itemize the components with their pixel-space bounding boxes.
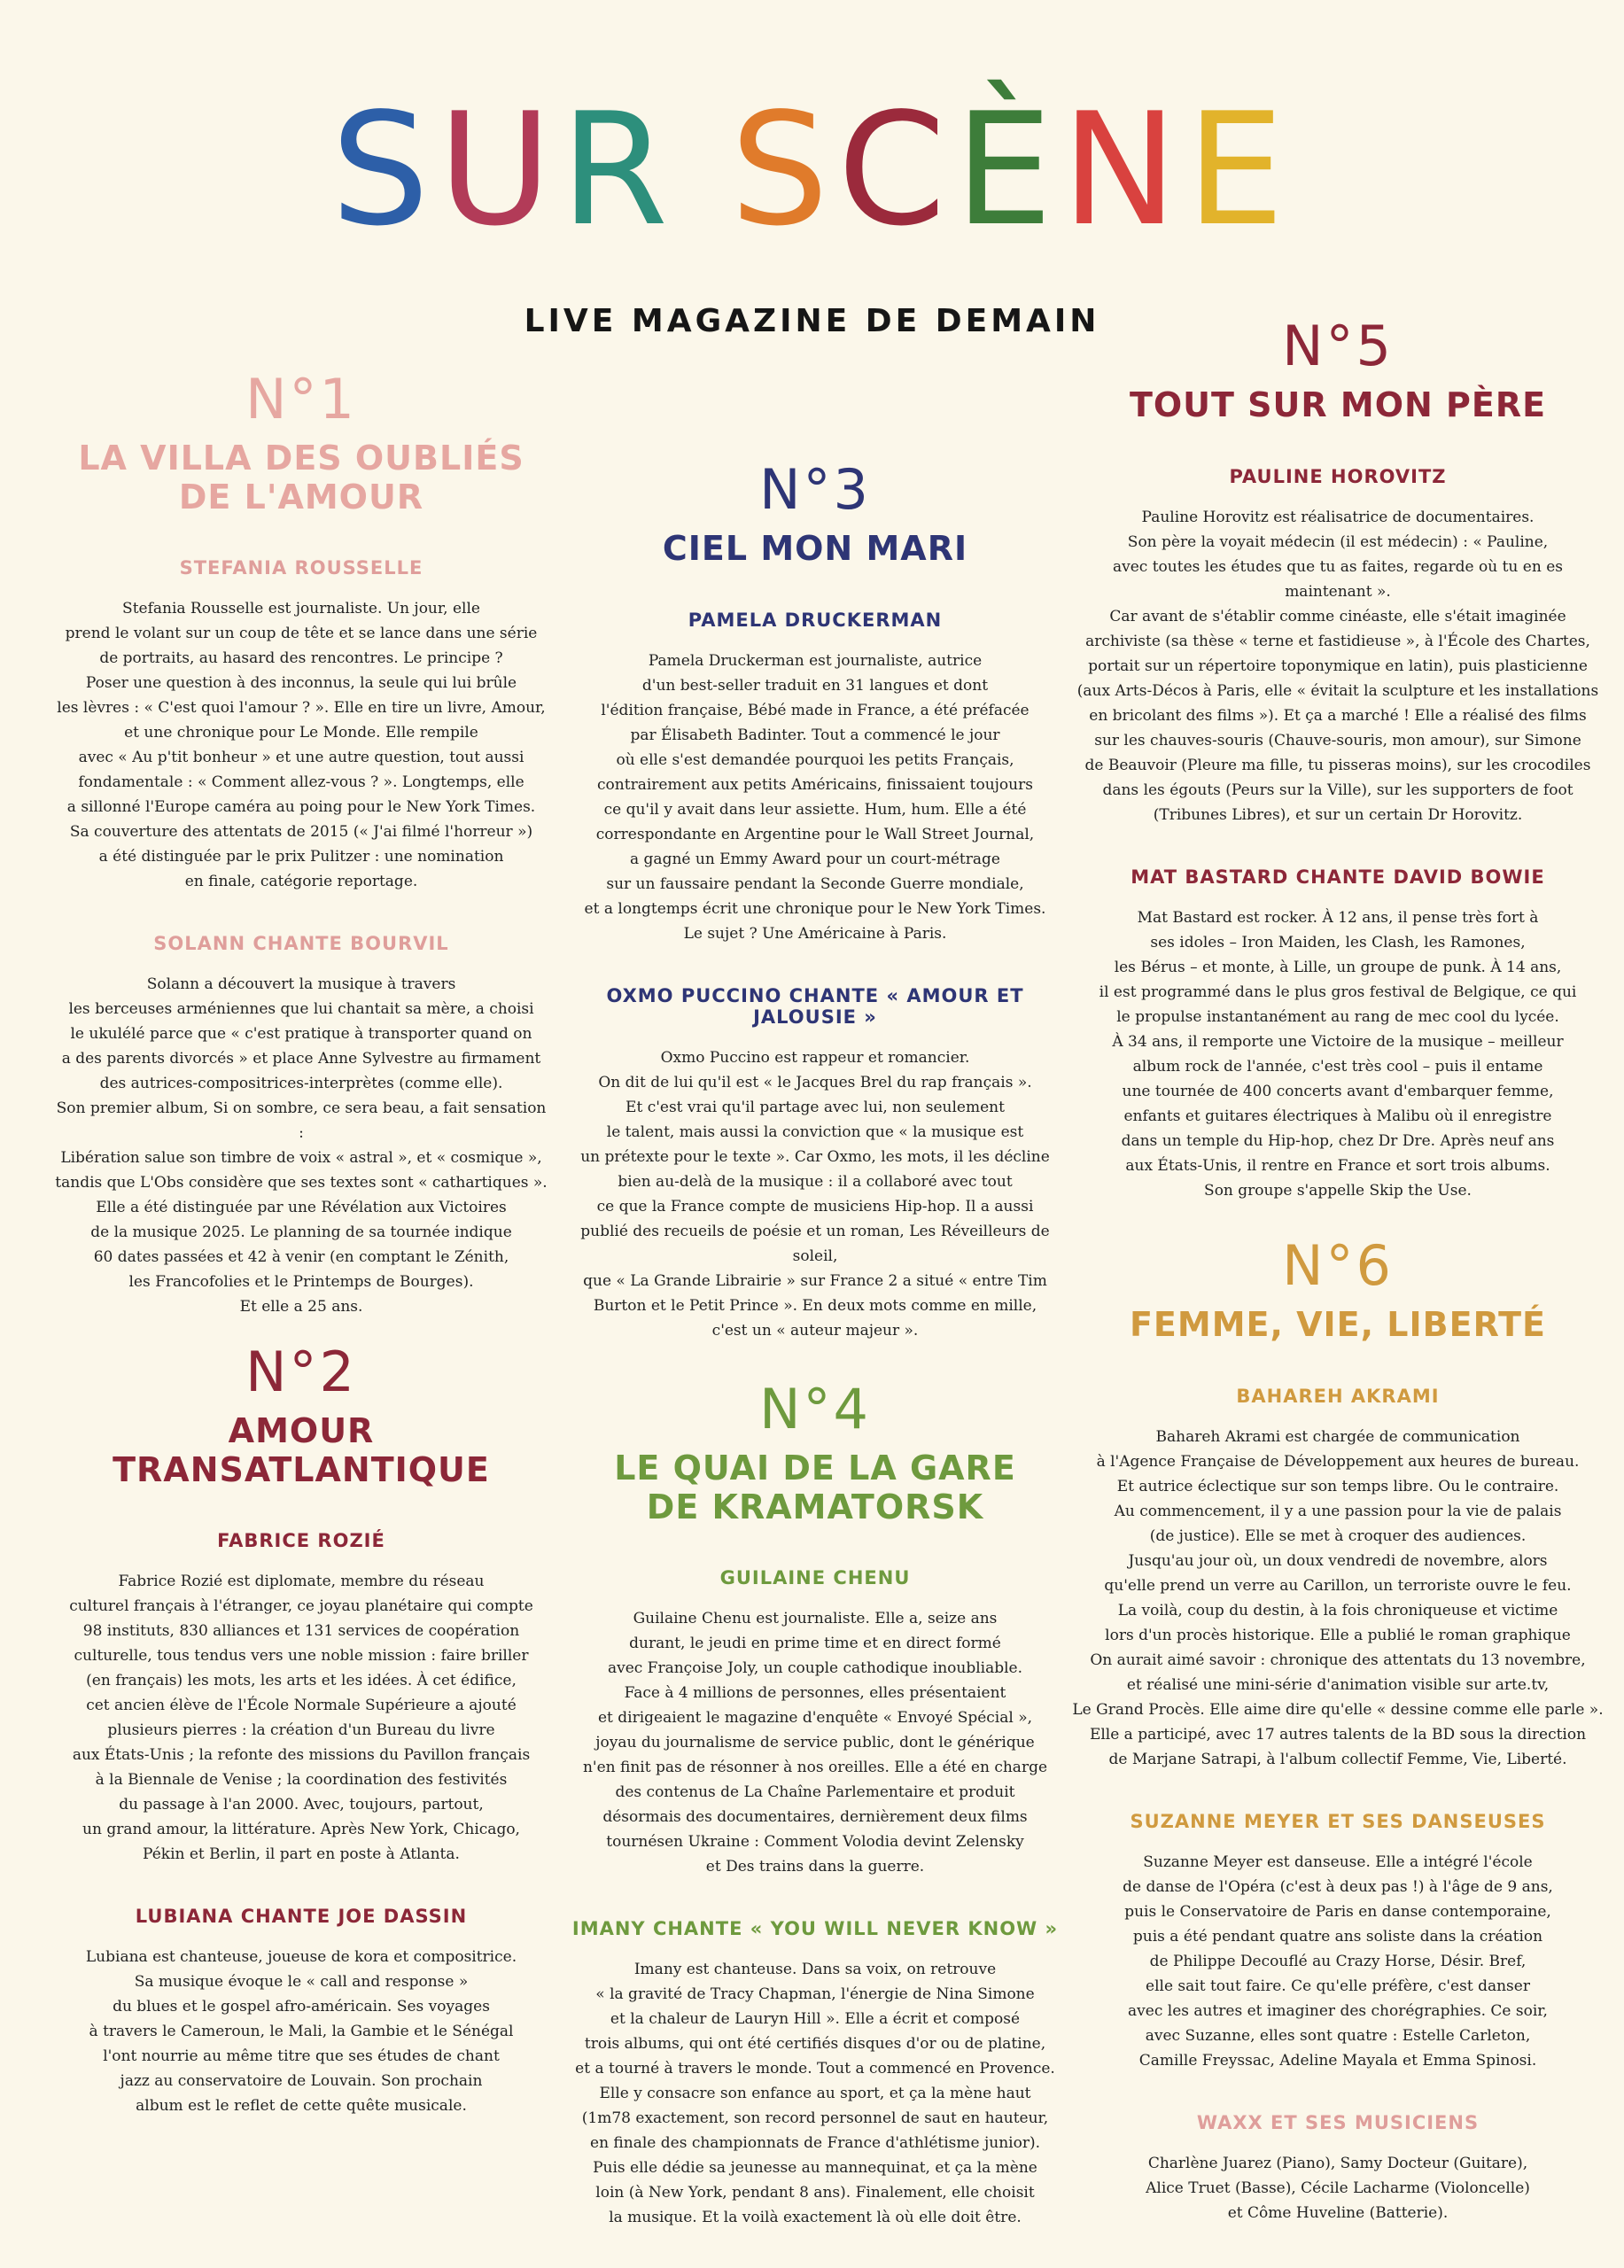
section-body	[53, 972, 549, 1319]
body-line: ce que la France compte de musiciens Hip-hop. Il a aussi	[596, 1197, 1034, 1216]
body-line: avec « Au p'tit bonheur » et une autre question, tout aussi	[78, 749, 524, 767]
body-line: Elle a participé, avec 17 autres talents de la BD sous la direction	[1089, 1725, 1587, 1744]
title-letter: C	[837, 81, 955, 260]
body-line: Elle a été distinguée par une Révélation aux Victoires	[96, 1199, 507, 1217]
body-line: fondamentale : « Comment allez-vous ? ». Longtemps, elle	[78, 773, 524, 792]
body-line: Le sujet ? Une Américaine à Paris.	[683, 924, 947, 943]
body-line: Pauline Horovitz est réalisatrice de documentaires.	[1141, 508, 1535, 526]
section-bahareh-akrami	[1072, 1386, 1604, 1772]
article-5	[1072, 314, 1604, 1203]
body-line: l'ont nourrie au même titre que ses études de chant	[103, 2047, 500, 2066]
body-line: dans un temple du Hip-hop, chez Dr Dre. Après neuf ans	[1121, 1131, 1555, 1150]
body-line: un grand amour, la littérature. Après New York, Chicago,	[82, 1821, 520, 1839]
body-line: loin (à New York, pendant 8 ans). Finalement, elle choisit	[595, 2184, 1035, 2202]
body-line: 98 instituts, 830 alliances et 131 services de coopération	[82, 1622, 520, 1641]
body-line: joyau du journalisme de service public, dont le générique	[595, 1734, 1035, 1752]
body-line: culturel français à l'étranger, ce joyau planétaire qui compte	[69, 1597, 533, 1616]
body-line: archiviste (sa thèse « terne et fastidieuse », à l'École des Chartes,	[1085, 632, 1590, 650]
body-line: Fabrice Rozié est diplomate, membre du réseau	[118, 1573, 485, 1591]
section-body	[53, 596, 549, 894]
section-body	[567, 1957, 1063, 2230]
body-line: et dirigeaient le magazine d'enquête « Envoyé Spécial »,	[597, 1709, 1033, 1728]
section-body	[1072, 505, 1604, 827]
body-line: À 34 ans, il remporte une Victoire de la musique – meilleur	[1112, 1032, 1564, 1051]
body-line: (aux Arts-Décos à Paris, elle « évitait la sculpture et les installations	[1076, 681, 1599, 700]
body-line: aux États-Unis ; la refonte des missions du Pavillon français	[72, 1746, 531, 1765]
body-line: Oxmo Puccino est rappeur et romancier.	[660, 1048, 970, 1067]
section-name: OXMO PUCCINO CHANTE « AMOUR ET JALOUSIE »	[606, 984, 1024, 1028]
body-line: Sa couverture des attentats de 2015 (« J'ai filmé l'horreur »)	[69, 823, 533, 842]
body-line: et a longtemps écrit une chronique pour le New York Times.	[584, 899, 1046, 918]
body-line: la musique. Et la voilà exactement là où elle doit être.	[609, 2209, 1022, 2227]
section-waxx	[1072, 2112, 1604, 2225]
body-line: puis a été pendant quatre ans soliste dans la création	[1132, 1927, 1543, 1946]
body-line: culturelle, tous tendus vers une noble mission : faire briller	[74, 1647, 529, 1666]
body-line: désormais des documentaires, dernièrement deux films	[602, 1808, 1028, 1827]
body-line: les Bérus – et monte, à Lille, un groupe de punk. À 14 ans,	[1114, 958, 1562, 976]
section-stefania-rousselle	[53, 557, 549, 894]
body-line: l'édition française, Bébé made in France, a été préfacée	[601, 701, 1030, 719]
body-line: portait sur un répertoire toponymique en latin), puis plasticienne	[1088, 656, 1588, 675]
title-space	[677, 93, 730, 248]
body-line: Jusqu'au jour où, un doux vendredi de novembre, alors	[1128, 1551, 1548, 1570]
section-body	[567, 649, 1063, 946]
article-title: AMOUR TRANSATLANTIQUE	[113, 1411, 490, 1489]
body-line: de la musique 2025. Le planning de sa tournée indique	[90, 1223, 512, 1242]
body-line: aux États-Unis, il rentre en France et sort trois albums.	[1125, 1156, 1550, 1175]
body-line: avec les autres et imaginer des chorégraphies. Ce soir,	[1128, 2001, 1548, 2020]
section-pamela-druckerman	[567, 610, 1063, 946]
body-line: ce qu'il y avait dans leur assiette. Hum, hum. Elle a été	[603, 800, 1027, 819]
body-line: Pékin et Berlin, il part en poste à Atlanta.	[143, 1845, 460, 1864]
body-line: d'un best-seller traduit en 31 langues et dont	[641, 676, 989, 695]
article-3	[567, 457, 1063, 1343]
body-line: Burton et le Petit Prince ». En deux mots comme en mille,	[593, 1296, 1037, 1315]
article-title: LE QUAI DE LA GARE DE KRAMATORSK	[614, 1449, 1016, 1526]
title-letter: R	[560, 81, 678, 260]
body-line: tandis que L'Obs considère que ses textes sont « cathartiques ».	[55, 1174, 548, 1192]
body-line: durant, le jeudi en prime time et en direct formé	[629, 1635, 1001, 1653]
body-line: et Côme Huveline (Batterie).	[1227, 2203, 1449, 2222]
section-mat-bastard	[1072, 866, 1604, 1203]
body-line: et Des trains dans la guerre.	[705, 1858, 925, 1876]
body-line: à la Biennale de Venise ; la coordination des festivités	[95, 1771, 508, 1790]
section-solann	[53, 933, 549, 1319]
article-number: N°6	[1282, 1233, 1394, 1298]
body-line: publié des recueils de poésie et un roman, Les Réveilleurs de soleil,	[580, 1222, 1050, 1265]
section-name: PAMELA DRUCKERMAN	[688, 609, 943, 631]
body-line: Son premier album, Si on sombre, ce sera beau, a fait sensation :	[56, 1099, 547, 1143]
magazine-title	[0, 81, 1624, 260]
article-number: N°5	[1282, 314, 1394, 378]
section-fabrice-rozie	[53, 1530, 549, 1867]
section-name: IMANY CHANTE « YOU WILL NEVER KNOW »	[571, 1918, 1059, 1940]
article-title: LA VILLA DES OUBLIÉS DE L'AMOUR	[78, 439, 524, 517]
section-imany	[567, 1918, 1063, 2230]
body-line: bien au-delà de la musique : il a collaboré avec tout	[618, 1172, 1013, 1191]
body-line: Et c'est vrai qu'il partage avec lui, non seulement	[626, 1098, 1005, 1116]
body-line: les Francofolies et le Printemps de Bourges).	[128, 1273, 474, 1292]
masthead	[0, 81, 1624, 339]
body-line: Alice Truet (Basse), Cécile Lacharme (Violoncelle)	[1146, 2179, 1530, 2197]
body-line: enfants et guitares électriques à Malibu où il enregistre	[1123, 1107, 1552, 1125]
body-line: avec Suzanne, elles sont quatre : Estelle Carleton,	[1145, 2026, 1531, 2045]
section-body	[1072, 1850, 1604, 2073]
body-line: Elle y consacre son enfance au sport, et ça la mène haut	[599, 2085, 1031, 2103]
body-line: ses idoles – Iron Maiden, les Clash, les Ramones,	[1150, 933, 1526, 951]
body-line: où elle s'est demandée pourquoi les petits Français,	[616, 750, 1014, 769]
body-line: une tournée de 400 concerts avant d'embarquer femme,	[1122, 1082, 1554, 1100]
body-line: des contenus de La Chaîne Parlementaire et produit	[615, 1783, 1015, 1802]
body-line: On dit de lui qu'il est « le Jacques Brel du rap français ».	[598, 1073, 1032, 1091]
article-number: N°2	[245, 1340, 357, 1404]
body-line: en finale des championnats de France d'athlétisme junior).	[590, 2134, 1040, 2153]
body-line: le ukulélé parce que « c'est pratique à transporter quand on	[70, 1025, 532, 1044]
body-line: (en français) les mots, les arts et les idées. À cet édifice,	[86, 1672, 517, 1690]
body-line: plusieurs pierres : la création d'un Bureau du livre	[107, 1721, 495, 1740]
body-line: le propulse instantanément au rang de mec cool du lycée.	[1116, 1007, 1559, 1026]
body-line: le talent, mais aussi la conviction que « la musique est	[606, 1122, 1024, 1141]
body-line: cet ancien élève de l'École Normale Supérieure a ajouté	[86, 1697, 517, 1715]
section-body	[53, 1945, 549, 2118]
section-name: FABRICE ROZIÉ	[217, 1530, 385, 1552]
body-line: prend le volant sur un coup de tête et se lance dans une série	[65, 625, 538, 643]
body-line: que « La Grande Librairie » sur France 2 a situé « entre Tim	[583, 1271, 1047, 1290]
body-line: Et elle a 25 ans.	[239, 1298, 363, 1317]
body-line: jazz au conservatoire de Louvain. Son prochain	[120, 2072, 483, 2091]
section-body	[567, 1045, 1063, 1343]
body-line: c'est un « auteur majeur ».	[711, 1321, 919, 1340]
body-line: de portraits, au hasard des rencontres. Le principe ?	[99, 649, 503, 668]
body-line: n'en finit pas de résonner à nos oreilles. Elle a été en charge	[582, 1759, 1048, 1777]
section-name: PAULINE HOROVITZ	[1229, 465, 1447, 487]
body-line: les berceuses arméniennes que lui chantait sa mère, a choisi	[68, 1000, 534, 1019]
body-line: de danse de l'Opéra (c'est à deux pas !) à l'âge de 9 ans,	[1123, 1877, 1553, 1896]
body-line: Imany est chanteuse. Dans sa voix, on retrouve	[633, 1961, 997, 1979]
body-line: Face à 4 millions de personnes, elles présentaient	[624, 1684, 1006, 1703]
section-body	[53, 1569, 549, 1867]
body-line: Sa musique évoque le « call and response »	[134, 1973, 469, 1992]
body-line: de Beauvoir (Pleure ma fille, tu pisseras moins), sur les crocodiles	[1084, 756, 1591, 774]
body-line: de Marjane Satrapi, à l'album collectif Femme, Vie, Liberté.	[1108, 1750, 1567, 1768]
body-line: en bricolant des films »). Et ça a marché ! Elle a réalisé des films	[1089, 706, 1587, 725]
body-line: il est programmé dans le plus gros festival de Belgique, ce qui	[1099, 983, 1577, 1001]
body-line: Solann a découvert la musique à travers	[146, 975, 456, 994]
body-line: 60 dates passées et 42 à venir (en comptant le Zénith,	[93, 1248, 509, 1267]
title-letter: U	[438, 81, 561, 260]
section-name: GUILAINE CHENU	[719, 1567, 911, 1589]
title-letter: S	[730, 81, 838, 260]
body-line: Suzanne Meyer est danseuse. Elle a intégré l'école	[1143, 1852, 1533, 1871]
body-line: Et autrice éclectique sur son temps libre. Ou le contraire.	[1116, 1477, 1559, 1495]
body-line: et réalisé une mini-série d'animation visible sur arte.tv,	[1126, 1675, 1550, 1694]
section-name: LUBIANA CHANTE JOE DASSIN	[135, 1906, 468, 1928]
section-body	[1072, 905, 1604, 1203]
body-line: et a tourné à travers le monde. Tout a commencé en Provence.	[575, 2060, 1055, 2078]
body-line: Pamela Druckerman est journaliste, autrice	[648, 651, 983, 670]
body-line: correspondante en Argentine pour le Wall Street Journal,	[595, 825, 1035, 843]
body-line: Camille Freyssac, Adeline Mayala et Emma Spinosi.	[1138, 2051, 1537, 2070]
body-line: Puis elle dédie sa jeunesse au mannequinat, et ça la mène	[593, 2159, 1037, 2178]
section-body	[1072, 2151, 1604, 2225]
section-pauline-horovitz	[1072, 466, 1604, 827]
body-line: Stefania Rousselle est journaliste. Un jour, elle	[122, 600, 480, 618]
body-line: (Tribunes Libres), et sur un certain Dr Horovitz.	[1153, 805, 1523, 824]
section-name: MAT BASTARD CHANTE DAVID BOWIE	[1131, 866, 1545, 888]
body-line: qu'elle prend un verre au Carillon, un terroriste ouvre le feu.	[1104, 1576, 1572, 1595]
body-line: sur un faussaire pendant la Seconde Guerre mondiale,	[606, 874, 1024, 893]
body-line: puis le Conservatoire de Paris en danse contemporaine,	[1124, 1902, 1551, 1921]
body-line: les lèvres : « C'est quoi l'amour ? ». Elle en tire un livre, Amour,	[57, 699, 546, 718]
title-letter: E	[1186, 81, 1294, 260]
body-line: avec toutes les études que tu as faites, regarde où tu en es maintenant ».	[1113, 557, 1563, 601]
body-line: Son père la voyait médecin (il est médecin) : « Pauline,	[1127, 532, 1549, 551]
section-body	[567, 1606, 1063, 1879]
article-title: FEMME, VIE, LIBERTÉ	[1129, 1305, 1547, 1344]
body-line: du passage à l'an 2000. Avec, toujours, partout,	[119, 1796, 484, 1814]
body-line: (1m78 exactement, son record personnel de saut en hauteur,	[581, 2109, 1049, 2128]
body-line: et la chaleur de Lauryn Hill ». Elle a écrit et composé	[610, 2010, 1021, 2029]
article-title: CIEL MON MARI	[662, 529, 968, 568]
section-name: BAHAREH AKRAMI	[1236, 1385, 1440, 1407]
section-name: SUZANNE MEYER ET SES DANSEUSES	[1130, 1810, 1546, 1832]
article-4	[567, 1377, 1063, 2230]
section-name: WAXX ET SES MUSICIENS	[1196, 2111, 1480, 2133]
article-number: N°3	[759, 457, 871, 522]
article-2	[53, 1340, 549, 2118]
body-line: Mat Bastard est rocker. À 12 ans, il pense très fort à	[1137, 908, 1539, 927]
body-line: trois albums, qui ont été certifiés disques d'or ou de platine,	[584, 2035, 1046, 2054]
body-line: Bahareh Akrami est chargée de communication	[1155, 1427, 1520, 1446]
article-number: N°4	[759, 1377, 871, 1441]
body-line: a sillonné l'Europe caméra au poing pour le New York Times.	[66, 798, 536, 817]
section-suzanne-meyer	[1072, 1811, 1604, 2073]
body-line: a été distinguée par le prix Pulitzer : une nomination	[98, 848, 504, 866]
title-letter: S	[330, 81, 439, 260]
body-line: (de justice). Elle se met à croquer des audiences.	[1149, 1526, 1527, 1545]
section-body	[1072, 1425, 1604, 1772]
article-1	[53, 367, 549, 1319]
body-line: lors d'un procès historique. Elle a publié le roman graphique	[1105, 1626, 1571, 1644]
body-line: On aurait aimé savoir : chronique des attentats du 13 novembre,	[1090, 1651, 1586, 1669]
body-line: à l'Agence Française de Développement aux heures de bureau.	[1096, 1452, 1580, 1471]
body-line: Car avant de s'établir comme cinéaste, elle s'était imaginée	[1109, 607, 1566, 625]
body-line: Son groupe s'appelle Skip the Use.	[1204, 1181, 1472, 1200]
title-letter: È	[954, 81, 1062, 260]
section-guilaine-chenu	[567, 1567, 1063, 1879]
body-line: dans les égouts (Peurs sur la Ville), sur les supporters de foot	[1102, 781, 1573, 799]
article-6	[1072, 1233, 1604, 2225]
body-line: a gagné un Emmy Award pour un court-métrage	[630, 850, 1000, 868]
body-line: tournésen Ukraine : Comment Volodia devint Zelensky	[606, 1833, 1024, 1852]
body-line: et une chronique pour Le Monde. Elle rempile	[124, 724, 478, 742]
body-line: Charlène Juarez (Piano), Samy Docteur (Guitare),	[1147, 2154, 1528, 2172]
body-line: par Élisabeth Badinter. Tout a commencé le jour	[630, 726, 1000, 744]
section-oxmo-puccino	[567, 985, 1063, 1343]
body-line: avec Françoise Joly, un couple cathodique inoubliable.	[607, 1659, 1023, 1678]
body-line: album est le reflet de cette quête musicale.	[136, 2097, 467, 2116]
section-name: STEFANIA ROUSSELLE	[179, 557, 423, 579]
body-line: en finale, catégorie reportage.	[184, 873, 418, 891]
body-line: elle sait tout faire. Ce qu'elle préfère, c'est danser	[1146, 1977, 1530, 1995]
body-line: Lubiana est chanteuse, joueuse de kora et compositrice.	[85, 1948, 517, 1967]
body-line: « la gravité de Tracy Chapman, l'énergie de Nina Simone	[595, 1985, 1035, 2004]
body-line: contrairement aux petits Américains, finissaient toujours	[597, 775, 1033, 794]
body-line: un prétexte pour le texte ». Car Oxmo, les mots, il les décline	[580, 1147, 1050, 1166]
body-line: de Philippe Decouflé au Crazy Horse, Désir. Bref,	[1149, 1952, 1527, 1970]
body-line: Le Grand Procès. Elle aime dire qu'elle « dessine comme elle parle ».	[1072, 1700, 1604, 1719]
body-line: sur les chauves-souris (Chauve-souris, mon amour), sur Simone	[1094, 731, 1581, 750]
title-letter: N	[1061, 81, 1186, 260]
body-line: La voilà, coup du destin, à la fois chroniqueuse et victime	[1117, 1601, 1558, 1619]
magazine-tagline: LIVE MAGAZINE DE DEMAIN	[524, 303, 1100, 339]
article-number: N°1	[245, 367, 357, 431]
section-lubiana	[53, 1906, 549, 2118]
body-line: Guilaine Chenu est journaliste. Elle a, seize ans	[633, 1610, 998, 1628]
body-line: du blues et le gospel afro-américain. Ses voyages	[113, 1998, 490, 2016]
body-line: a des parents divorcés » et place Anne Sylvestre au firmament	[61, 1050, 541, 1068]
body-line: Au commencement, il y a une passion pour la vie de palais	[1114, 1502, 1562, 1520]
body-line: album rock de l'année, c'est très cool – puis il entame	[1132, 1057, 1543, 1076]
body-line: à travers le Cameroun, le Mali, la Gambie et le Sénégal	[89, 2023, 514, 2041]
section-name: SOLANN CHANTE BOURVIL	[153, 933, 449, 955]
body-line: Poser une question à des inconnus, la seule qui lui brûle	[85, 674, 517, 693]
article-title: TOUT SUR MON PÈRE	[1129, 385, 1547, 424]
body-line: Libération salue son timbre de voix « astral », et « cosmique »,	[60, 1149, 542, 1168]
body-line: des autrices-compositrices-interprètes (comme elle).	[99, 1075, 503, 1093]
